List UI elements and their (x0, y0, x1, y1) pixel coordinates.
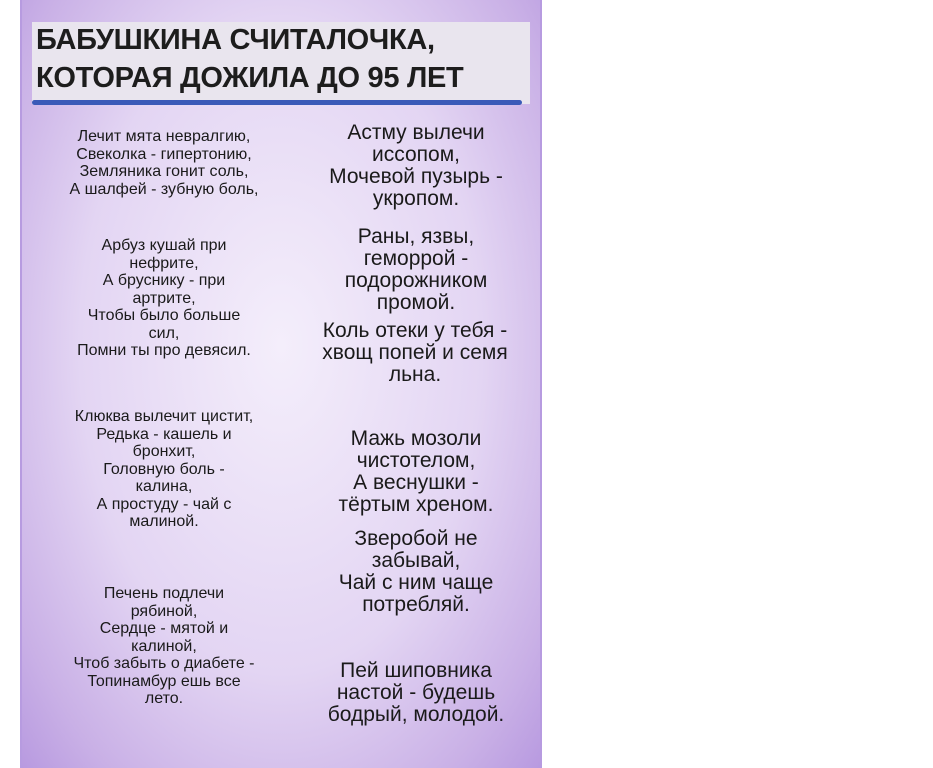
right-stanza-6 (294, 660, 538, 726)
poem-line: Чтоб забыть о диабете - (73, 655, 255, 672)
poem-line: калина, (135, 478, 193, 495)
poem-line: Зверобой не (354, 527, 478, 550)
poem-line: Мажь мозоли (350, 427, 482, 450)
title-line-1: БАБУШКИНА СЧИТАЛОЧКА, (36, 24, 435, 56)
poem-line: малиной. (129, 513, 199, 530)
poem-line: Топинамбур ешь все (87, 672, 241, 690)
poem-line: бронхит, (132, 443, 196, 460)
poem-line: нефрите, (129, 254, 199, 272)
right-stanza-2 (294, 226, 538, 314)
poem-line: Мочевой пузырь - (329, 165, 503, 188)
poem-line: калиной, (131, 637, 197, 655)
poem-line: А веснушки - (353, 471, 479, 494)
poem-line: льна. (388, 363, 442, 386)
poem-line: А бруснику - при (102, 272, 226, 289)
poem-line: Коль отеки у тебя - (322, 319, 508, 342)
poem-line: бодрый, молодой. (327, 703, 505, 726)
poem-line: А простуду - чай с (96, 495, 232, 513)
left-stanza-3 (34, 408, 294, 531)
poem-line: подорожником (344, 269, 488, 292)
poem-line: Помни ты про девясил. (77, 342, 251, 359)
poem-line: А шалфей - зубную боль, (69, 180, 259, 198)
poem-line: Редька - кашель и (96, 425, 232, 443)
poem-line: рябиной, (130, 602, 198, 620)
poem-line: Печень подлечи (103, 585, 225, 602)
poem-line: укропом. (372, 187, 460, 210)
title-underline (32, 100, 522, 105)
poem-line: Чтобы было больше (87, 307, 241, 324)
right-stanza-4 (294, 428, 538, 516)
poem-line: артрите, (132, 289, 196, 307)
left-stanza-1 (34, 128, 294, 198)
poem-line: Астму вылечи (347, 121, 485, 144)
right-stanza-3 (290, 320, 540, 386)
poem-line: Лечит мята невралгию, (77, 128, 251, 145)
title-line-2: КОТОРАЯ ДОЖИЛА ДО 95 ЛЕТ (36, 62, 464, 94)
poem-line: забывай, (371, 549, 461, 572)
poem-line: Сердце - мятой и (99, 620, 229, 637)
poem-line: настой - будешь (336, 681, 496, 704)
poem-line: Чай с ним чаще (338, 571, 494, 594)
poem-line: промой. (376, 291, 456, 314)
left-stanza-2 (34, 237, 294, 360)
poem-line: Пей шиповника (340, 659, 492, 682)
poem-line: лето. (144, 690, 184, 707)
right-stanza-1 (294, 122, 538, 210)
poem-line: тёртым хреном. (338, 493, 494, 516)
poem-line: Свеколка - гипертонию, (76, 145, 252, 163)
poem-line: геморрой - (363, 247, 469, 270)
poem-line: потребляй. (362, 593, 470, 616)
poem-line: Раны, язвы, (357, 225, 475, 248)
poem-line: хвощ попей и семя (322, 341, 508, 364)
poem-line: сил, (148, 324, 180, 342)
poem-line: Клюква вылечит цистит, (74, 408, 254, 425)
poem-line: Земляника гонит соль, (79, 163, 249, 180)
right-stanza-5 (294, 528, 538, 616)
poem-line: иссопом, (372, 143, 460, 166)
poem-line: Арбуз кушай при (101, 237, 227, 254)
poem-line: чистотелом, (356, 449, 476, 472)
poster (20, 0, 542, 768)
left-stanza-4 (34, 585, 294, 708)
poem-line: Головную боль - (103, 460, 225, 478)
